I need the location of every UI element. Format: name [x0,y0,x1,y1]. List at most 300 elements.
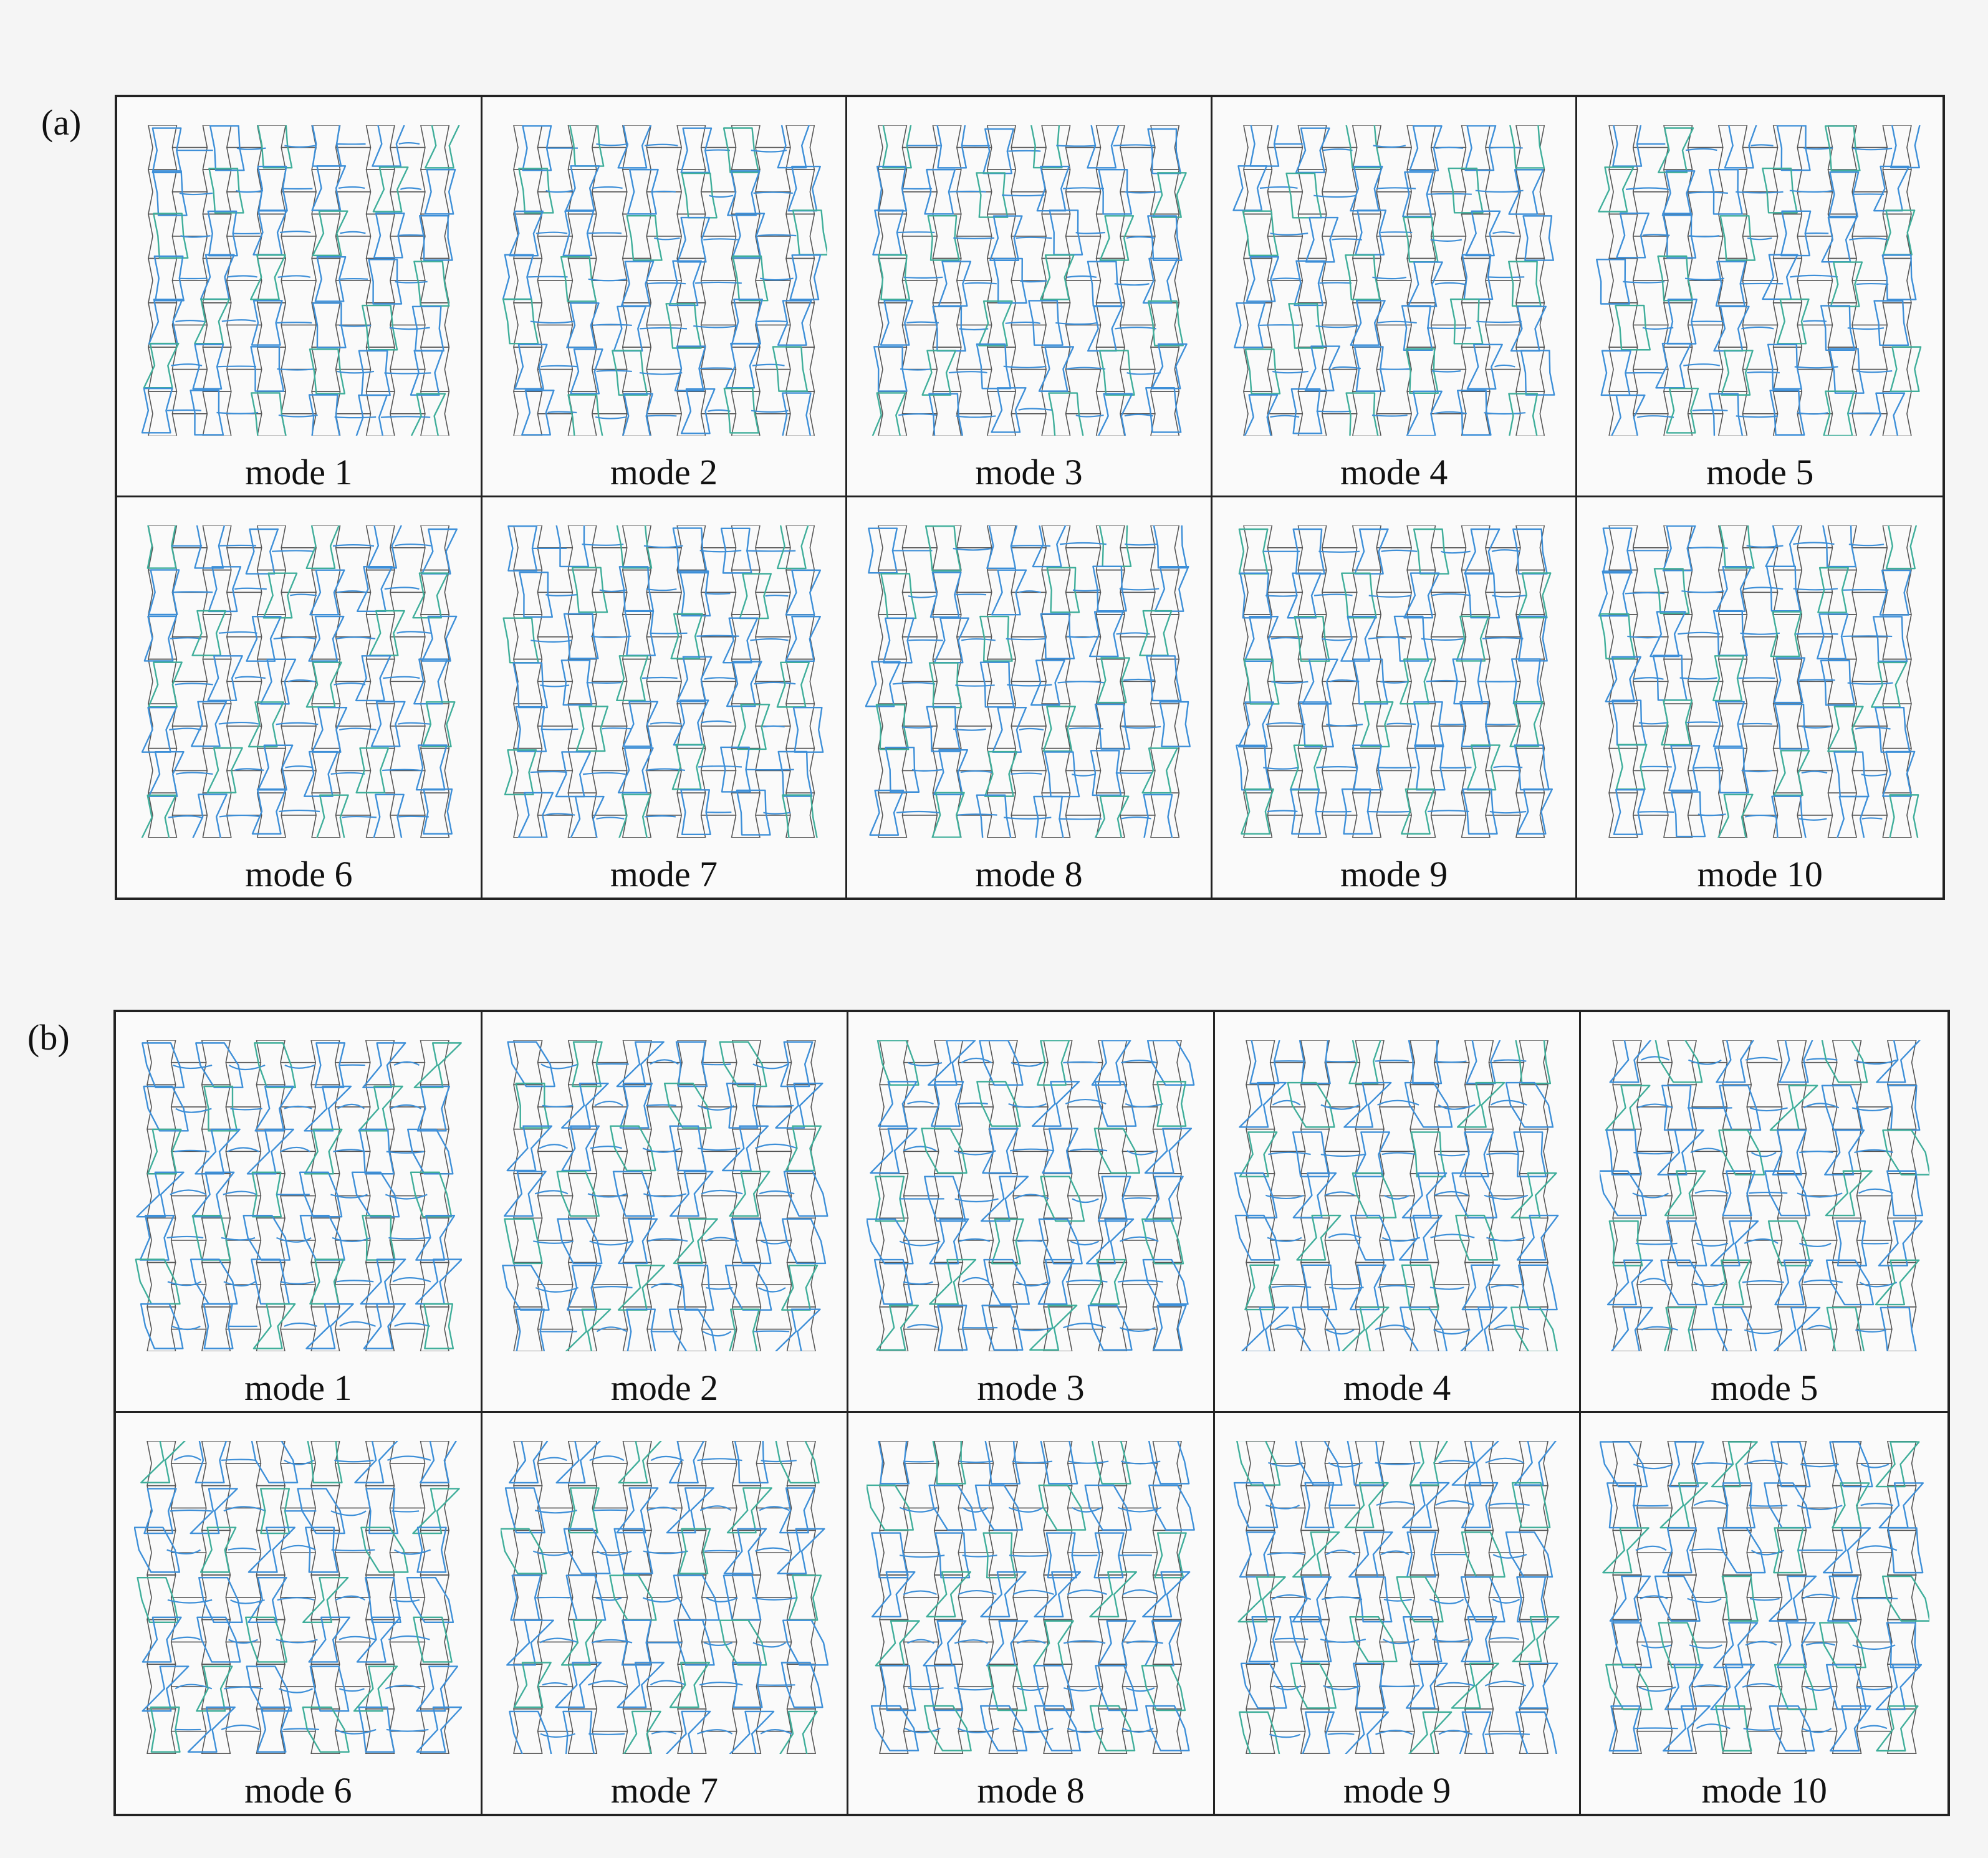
lattice-strut [1090,1572,1136,1617]
lattice-strut [542,1106,573,1107]
lattice-diagram [865,525,1192,838]
lattice-strut [1123,727,1161,728]
lattice-strut [1519,1174,1548,1218]
lattice-strut [908,640,943,641]
mode-cell [483,97,848,497]
lattice-diagram [501,1040,828,1351]
lattice-strut [531,321,574,322]
lattice-strut [1741,327,1774,328]
lattice-strut [1641,1645,1671,1647]
lattice-strut [693,326,737,327]
lattice-strut [1806,1643,1835,1645]
lattice-strut [340,232,366,233]
lattice-strut [588,232,622,233]
lattice-strut [1874,300,1908,345]
lattice-diagram [1596,125,1924,436]
lattice-strut [1665,1171,1705,1215]
lattice-strut [1519,1265,1557,1310]
lattice-strut [1064,1062,1098,1063]
lattice-strut [1434,1192,1468,1195]
lattice-strut [589,1456,623,1460]
lattice-strut [1696,1724,1730,1728]
lattice-strut [961,639,996,640]
lattice-strut [336,637,375,638]
lattice-strut [148,525,176,568]
lattice-strut [277,322,312,323]
lattice-strut [413,573,448,618]
lattice-strut [337,371,374,373]
lattice-strut [364,1304,405,1348]
lattice-strut [1516,1712,1557,1754]
lattice-strut [1491,1101,1527,1105]
lattice-strut [400,188,421,189]
lattice-strut [368,525,402,568]
lattice-strut [1490,147,1522,148]
lattice-strut [1888,1575,1916,1620]
lattice-strut [1883,170,1911,214]
lattice-strut [1435,1061,1467,1062]
lattice-strut [1516,303,1544,347]
lattice-strut [780,1042,812,1086]
lattice-strut [873,1572,915,1617]
lattice-strut [1485,724,1515,725]
lattice-strut [386,1194,428,1199]
lattice-strut [1519,1085,1548,1129]
lattice-strut [1633,1505,1669,1506]
lattice-strut [1799,1243,1831,1247]
lattice-strut [1771,1442,1810,1487]
lattice-strut [422,616,456,661]
lattice-strut [647,415,676,416]
lattice-strut [422,529,457,574]
lattice-strut [699,550,741,552]
mode-cell [116,1012,483,1413]
lattice-strut [586,682,621,683]
lattice-strut [787,1486,815,1531]
lattice-strut [1009,1555,1047,1556]
lattice-strut [1239,1083,1285,1127]
lattice-strut [278,275,310,277]
lattice-strut [1519,1262,1548,1306]
lattice-strut [421,615,449,659]
lattice-strut [1125,1198,1152,1199]
lattice-strut [1375,1060,1409,1061]
mode-cell [1215,1413,1582,1814]
lattice-strut [1489,1638,1519,1639]
lattice-strut [1126,1688,1155,1691]
lattice-strut [1871,663,1906,707]
lattice-strut [135,1528,180,1573]
lattice-strut [867,1219,913,1263]
lattice-strut [219,722,259,724]
lattice-strut [787,1085,815,1129]
lattice-strut [425,170,455,214]
lattice-strut [1853,1645,1895,1649]
lattice-strut [1858,1189,1893,1194]
lattice-strut [1519,1441,1548,1486]
lattice-strut [758,235,796,236]
lattice-diagram [1600,1441,1929,1754]
lattice-strut [1153,1486,1182,1531]
lattice-strut [1509,261,1540,305]
lattice-strut [193,1172,234,1217]
lattice-strut [953,548,991,550]
lattice-strut [1382,1152,1416,1154]
lattice-strut [339,1688,364,1691]
lattice-strut [908,1063,943,1066]
lattice-strut [1007,684,1052,686]
lattice-strut [1861,1464,1888,1467]
lattice-strut [1639,722,1668,724]
lattice-strut [339,729,376,730]
lattice-strut [1514,1132,1546,1176]
lattice-diagram [134,1441,462,1754]
lattice-strut [223,1191,256,1194]
lattice-strut [1381,550,1417,552]
lattice-strut [1373,145,1406,146]
lattice-diagram [867,1040,1194,1351]
lattice-strut [1064,1323,1106,1328]
lattice-strut [1519,1486,1548,1531]
lattice-strut [786,347,814,391]
lattice-strut [417,1667,458,1712]
lattice-strut [1431,594,1471,595]
lattice-strut [1090,1706,1135,1751]
lattice-strut [1888,1486,1916,1531]
lattice-strut [883,125,911,168]
lattice-strut [1059,819,1102,820]
lattice-strut [1476,190,1524,191]
lattice-strut [331,773,365,774]
lattice-strut [170,1510,212,1511]
lattice-strut [141,795,176,838]
lattice-strut [787,1174,815,1218]
lattice-strut [332,1238,370,1242]
lattice-strut [1378,322,1417,323]
lattice-strut [959,328,989,330]
lattice-strut [753,1064,788,1068]
mode-label: mode 7 [610,1770,719,1811]
lattice-strut [222,320,256,321]
lattice-strut [1380,369,1410,370]
lattice-strut [1486,1153,1518,1154]
lattice-strut [1516,258,1544,302]
lattice-strut [780,1488,814,1533]
lattice-strut [1326,724,1363,725]
lattice-strut [1153,1441,1182,1486]
lattice-strut [421,525,449,570]
lattice-strut [286,766,314,767]
mode-label: mode 6 [245,854,353,895]
lattice-strut [1376,1501,1415,1505]
lattice-strut [1635,1728,1678,1729]
lattice-strut [568,395,603,436]
lattice-strut [507,1621,553,1665]
lattice-strut [1269,1735,1300,1738]
lattice-strut [555,1662,600,1707]
lattice-strut [303,1578,348,1622]
lattice-strut [1153,1307,1182,1351]
lattice-strut [168,816,202,817]
lattice-strut [670,1171,713,1215]
lattice-strut [1035,1706,1081,1751]
lattice-strut [1379,1686,1419,1687]
lattice-strut [1492,550,1520,551]
lattice-strut [645,145,678,146]
lattice-strut [1744,587,1783,588]
lattice-strut [1151,214,1179,258]
lattice-strut [219,632,257,633]
lattice-strut [1378,1286,1413,1288]
lattice-strut [761,1241,788,1243]
lattice-strut [1689,1329,1732,1330]
mode-label: mode 3 [975,452,1083,493]
lattice-strut [1126,237,1155,238]
lattice-strut [1486,1458,1524,1463]
lattice-strut [670,1441,705,1483]
lattice-strut [1797,413,1828,414]
lattice-strut [1056,323,1097,324]
lattice-strut [176,772,213,773]
lattice-strut [1012,1462,1052,1463]
lattice-strut [1883,1130,1929,1174]
lattice-strut [1143,1572,1190,1617]
lattice-strut [723,1126,768,1170]
lattice-diagram [1596,525,1924,838]
lattice-strut [1633,1152,1674,1154]
lattice-strut [651,1731,676,1734]
lattice-strut [1397,1577,1443,1622]
lattice-strut [535,1597,569,1598]
lattice-strut [1302,1712,1334,1754]
lattice-strut [1155,567,1188,611]
lattice-strut [1686,148,1717,150]
lattice-strut [540,1734,575,1737]
lattice-strut [235,769,264,770]
lattice-strut [794,707,823,752]
lattice-strut [373,795,404,838]
lattice-strut [413,1488,459,1533]
lattice-strut [1491,1285,1518,1287]
lattice-strut [908,1688,944,1689]
lattice-strut [1798,818,1827,820]
lattice-strut [285,145,316,146]
lattice-strut [1153,173,1186,217]
lattice-diagram [501,525,827,838]
lattice-strut [173,1065,213,1068]
lattice-strut [1383,1639,1419,1644]
lattice-strut [290,595,317,596]
lattice-strut [280,231,310,232]
lattice-strut [1015,1194,1049,1199]
lattice-strut [312,125,341,166]
lattice-strut [1384,1599,1412,1601]
lattice-strut [1018,1240,1043,1241]
lattice-strut [1151,704,1179,749]
mode-label: mode 2 [610,452,718,493]
lattice-strut [761,1460,796,1462]
lattice-strut [1678,633,1720,634]
mode-label: mode 3 [977,1367,1085,1409]
lattice-strut [786,258,814,302]
lattice-strut [786,793,814,838]
lattice-strut [1779,1040,1813,1082]
lattice-strut [765,595,788,596]
lattice-strut [757,321,787,322]
lattice-strut [1143,1260,1188,1304]
lattice-strut [421,1664,449,1709]
lattice-strut [1154,525,1187,568]
lattice-strut [646,589,676,590]
lattice-strut [1153,1709,1182,1754]
lattice-strut [876,1621,920,1666]
lattice-strut [176,320,204,322]
lattice-strut [528,276,568,277]
lattice-strut [1793,542,1834,544]
lattice-strut [1030,1305,1077,1349]
lattice-strut [1058,681,1105,682]
lattice-strut [1372,415,1408,416]
lattice-strut [1438,1154,1465,1156]
lattice-strut [596,1597,622,1600]
lattice-strut [1067,276,1097,277]
lattice-strut [545,595,577,596]
lattice-strut [219,815,261,816]
lattice-strut [407,1578,453,1622]
lattice-strut [1057,145,1096,146]
mode-label: mode 9 [1343,1770,1451,1811]
lattice-strut [1485,1733,1530,1734]
mode-cell [1212,97,1578,497]
lattice-strut [1777,1623,1815,1668]
lattice-strut [170,1190,206,1194]
mode-label: mode 10 [1697,854,1823,895]
lattice-strut [953,729,986,730]
lattice-strut [1891,125,1920,168]
lattice-strut [399,143,420,144]
lattice-strut [1153,1174,1182,1218]
mode-cell [848,1413,1215,1814]
lattice-strut [1883,125,1911,170]
lattice-strut [647,283,686,284]
lattice-strut [373,125,406,166]
lattice-strut [1441,552,1471,553]
lattice-strut [416,1259,462,1303]
lattice-strut [1467,345,1502,389]
lattice-strut [1876,1442,1919,1487]
lattice-strut [224,1687,263,1689]
lattice-strut [899,414,937,415]
lattice-strut [1494,1060,1527,1061]
lattice-strut [698,1106,734,1110]
lattice-strut [397,631,431,633]
lattice-strut [908,1640,934,1644]
lattice-strut [1888,1620,1916,1665]
lattice-strut [335,1460,374,1462]
lattice-strut [640,373,682,374]
lattice-strut [981,1706,1027,1751]
lattice-strut [954,1688,994,1690]
lattice-strut [1070,1149,1108,1151]
lattice-strut [1313,195,1357,196]
lattice-strut [1151,570,1179,615]
lattice-strut [674,1219,718,1263]
lattice-strut [1069,728,1103,729]
lattice-strut [1095,1081,1136,1126]
lattice-strut [284,1323,317,1326]
lattice-strut [618,1441,663,1483]
lattice-strut [1883,210,1914,254]
lattice-strut [310,1667,348,1712]
lattice-strut [1325,1192,1355,1195]
lattice-strut [1519,1530,1548,1575]
lattice-strut [274,638,317,639]
lattice-strut [1874,166,1909,211]
lattice-strut [352,1172,399,1217]
lattice-strut [1633,1464,1673,1468]
lattice-strut [1610,1576,1650,1621]
lattice-strut [727,1712,773,1754]
lattice-strut [896,812,939,813]
lattice-strut [171,364,202,365]
lattice-strut [1608,1260,1653,1305]
lattice-strut [924,1621,966,1666]
lattice-strut [414,1617,452,1662]
lattice-strut [1718,1528,1765,1573]
lattice-strut [592,187,622,188]
lattice-strut [1120,588,1159,590]
lattice-strut [582,544,623,545]
lattice-strut [963,1278,989,1282]
lattice-strut [627,1309,656,1351]
lattice-strut [751,411,788,412]
lattice-strut [228,275,257,277]
lattice-strut [783,1621,828,1665]
lattice-strut [1516,793,1544,838]
lattice-strut [421,570,449,615]
lattice-strut [1873,616,1907,661]
lattice-strut [1655,1576,1700,1621]
lattice-strut [1519,1218,1548,1262]
lattice-strut [773,1309,820,1351]
lattice-strut [410,394,445,436]
lattice-strut [1319,282,1352,283]
lattice-strut [277,1597,314,1600]
lattice-strut [501,1529,546,1574]
lattice-strut [1004,366,1047,367]
lattice-strut [504,1171,545,1215]
lattice-strut [1747,238,1772,239]
lattice-strut [1011,1149,1054,1151]
panel-a-mode-grid [115,95,1945,900]
lattice-strut [787,1218,815,1262]
lattice-strut [878,1441,909,1483]
lattice-strut [175,683,213,684]
lattice-strut [1461,1577,1504,1622]
lattice-strut [1459,1712,1491,1754]
lattice-strut [1797,1505,1842,1510]
lattice-strut [596,144,628,145]
lattice-strut [1790,275,1838,277]
lattice-strut [1272,278,1301,279]
lattice-strut [701,1064,731,1065]
lattice-strut [1688,192,1727,193]
lattice-strut [956,594,986,595]
lattice-strut [383,677,420,678]
lattice-strut [1793,588,1837,590]
lattice-strut [1115,327,1156,328]
lattice-strut [1770,1086,1817,1130]
